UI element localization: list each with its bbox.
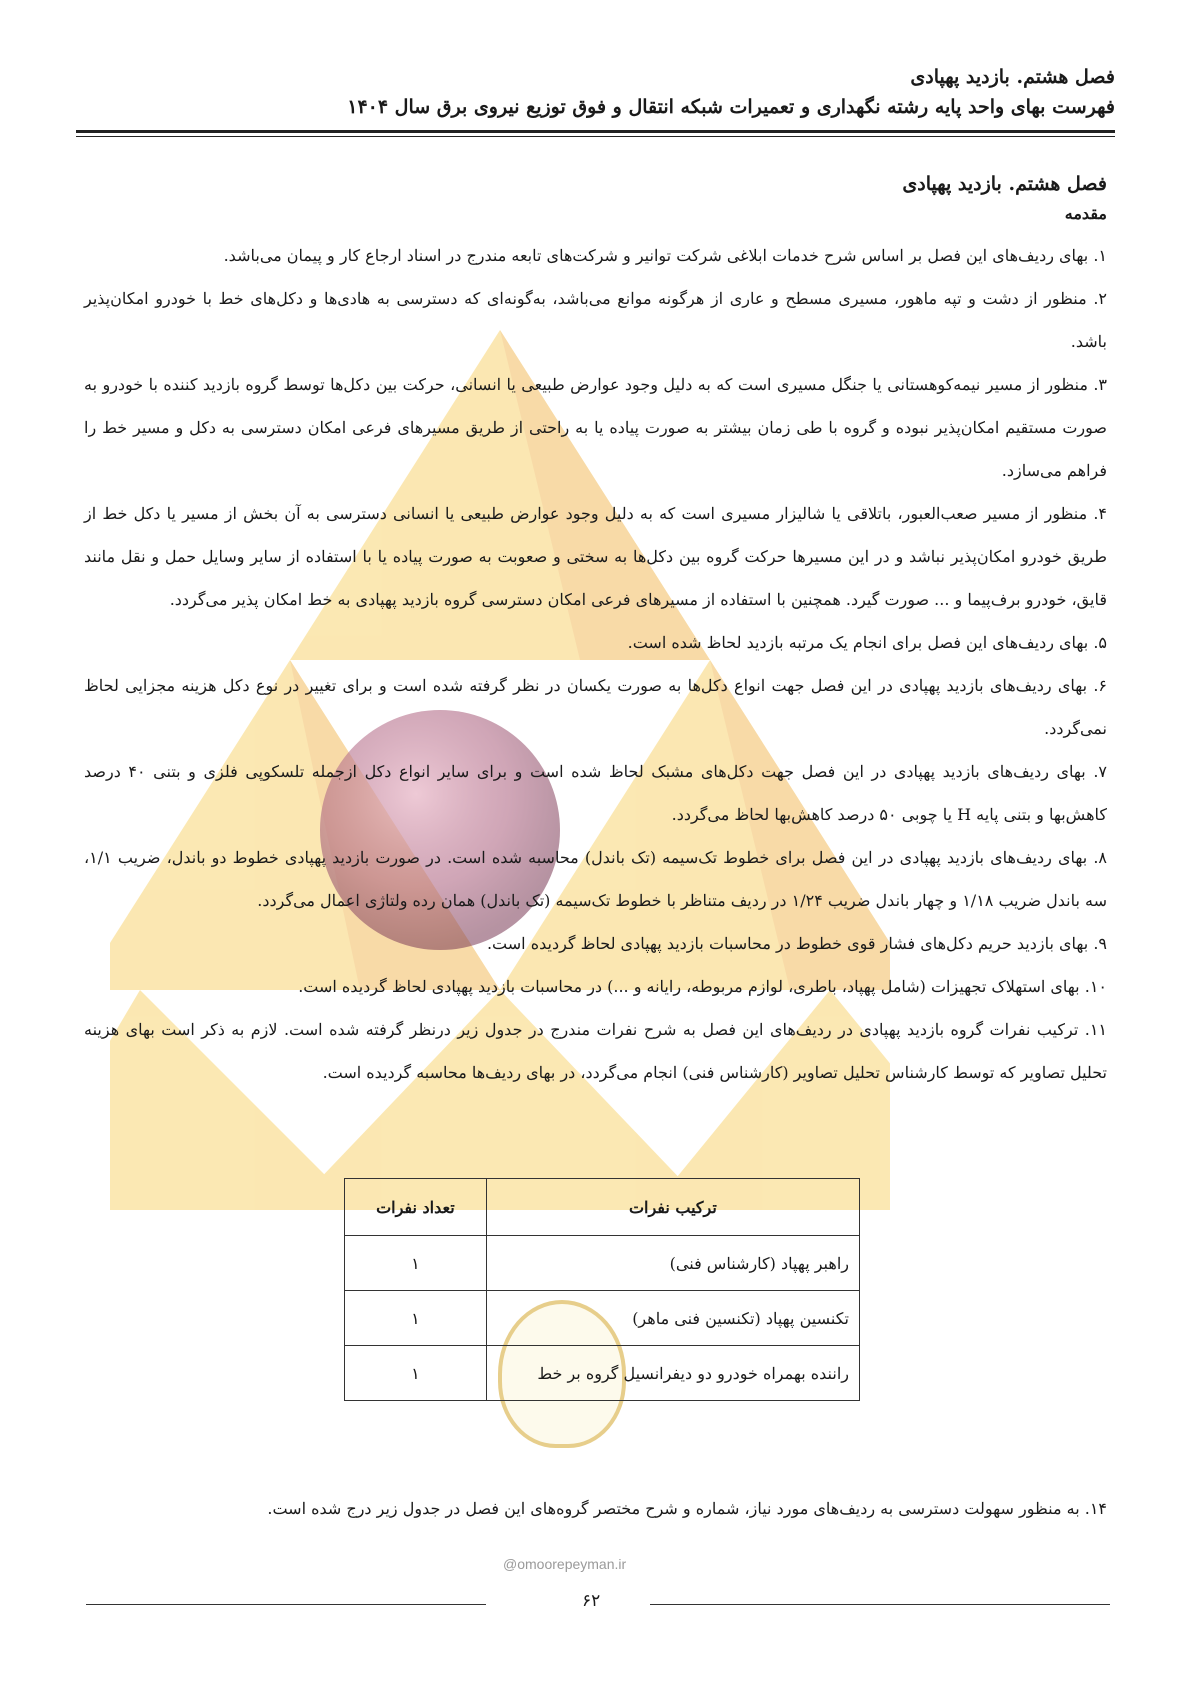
header-chapter-title: فصل هشتم. بازدید پهپادی [910, 66, 1115, 88]
header-divider-thick [76, 130, 1115, 133]
crew-composition-table [344, 1178, 860, 1401]
column-header-crew-composition: ترکیب نفرات [486, 1179, 859, 1236]
crew-role-cell: راهبر پهپاد (کارشناس فنی) [486, 1236, 859, 1291]
list-item: ۸. بهای ردیف‌های بازدید پهپادی در این فصل برای خطوط تک‌سیمه (تک باندل) محاسبه شده است. در صورت بازدید پهپادی خطوط دو باندل، ضریب ۱/۱، سه باندل ضریب ۱/۱۸ و چهار باندل ضریب ۱/۲۴ در ردیف متناظر با خطوط تک‌سیمه (تک باندل) همان رده ولتاژی اعمال می‌گردد. [84, 848, 1107, 910]
footer-divider-left [86, 1604, 486, 1605]
header-divider-thin [76, 136, 1115, 137]
intro-heading: مقدمه [1064, 204, 1107, 223]
at-icon: @ [503, 1556, 518, 1572]
section-title: فصل هشتم. بازدید پهپادی [902, 173, 1107, 195]
list-item: ۱. بهای ردیف‌های این فصل بر اساس شرح خدمات ابلاغی شرکت توانیر و شرکت‌های تابعه مندرج در اسناد ارجاع کار و پیمان می‌باشد. [223, 246, 1107, 265]
list-item: ۴. منظور از مسیر صعب‌العبور، باتلاقی یا شالیزار مسیری است که به دلیل وجود عوارض طبیعی یا انسانی دسترسی به آن بخش از مسیر یا دکل خط از طریق خودرو امکان‌پذیر نباشد و در این مسیرها حرکت گروه بین دکل‌ها به سختی و صعوبت به صورت پیاده یا با استفاده از سایر وسایل حمل و نقل مانند قایق، خودرو برف‌پیما و ... صورت گیرد. همچنین با استفاده از مسیرهای فرعی امکان دسترسی گروه بازدید پهپادی به خط امکان پذیر می‌گردد. [84, 504, 1108, 609]
list-item: ۶. بهای ردیف‌های بازدید پهپادی در این فصل جهت انواع دکل‌ها به صورت یکسان در نظر گرفته شده است و برای تغییر در نوع دکل هزینه مجزایی لحاظ نمی‌گردد. [84, 676, 1107, 738]
table-row [345, 1236, 860, 1291]
list-item: ۱۴. به منظور سهولت دسترسی به ردیف‌های مورد نیاز، شماره و شرح مختصر گروه‌های این فصل در جدول زیر درج شده است. [267, 1499, 1107, 1518]
table-row [345, 1346, 860, 1401]
list-item: ۱۱. ترکیب نفرات گروه بازدید پهپادی در ردیف‌های این فصل به شرح نفرات مندرج در جدول زیر درنظر گرفته شده است. لازم به ذکر است بهای هزینه تحلیل تصاویر که توسط کارشناس تحلیل تصاویر (کارشناس فنی) انجام می‌گردد، در بهای ردیف‌ها محاسبه گردیده است. [84, 1020, 1107, 1082]
list-item: ۷. بهای ردیف‌های بازدید پهپادی در این فصل جهت دکل‌های مشبک لحاظ شده است و برای سایر انواع دکل ازجمله تلسکوپی فلزی و بتنی ۴۰ درصد کاهش‌بها و بتنی پایه H یا چوبی ۵۰ درصد کاهش‌بها لحاظ می‌گردد. [84, 762, 1107, 824]
crew-count-cell: ۱ [345, 1236, 487, 1291]
watermark-site-label: omoorepeyman.ir [517, 1556, 627, 1572]
chapter-body [84, 168, 1107, 1094]
list-item: ۹. بهای بازدید حریم دکل‌های فشار قوی خطوط در محاسبات بازدید پهپادی لحاظ گردیده است. [486, 934, 1107, 953]
table-header-row [345, 1179, 860, 1236]
crew-count-cell: ۱ [345, 1346, 487, 1401]
list-item: ۲. منظور از دشت و تپه ماهور، مسیری مسطح و عاری از هرگونه موانع می‌باشد، به‌گونه‌ای که دسترسی به هادی‌ها و دکل‌های خط با خودرو امکان‌پذیر باشد. [84, 289, 1107, 351]
list-item: ۳. منظور از مسیر نیمه‌کوهستانی یا جنگل مسیری است که به دلیل وجود عوارض طبیعی یا انسانی، حرکت بین دکل‌ها توسط گروه بازدید کننده با خودرو به صورت مستقیم امکان‌پذیر نبوده و گروه با طی زمان بیشتر به صورت پیاده یا به راحتی از طریق مسیرهای فرعی امکان دسترسی به دکل و مسیر خط را فراهم می‌سازد. [84, 375, 1107, 480]
crew-count-cell: ۱ [345, 1291, 487, 1346]
watermark-site-text [503, 1556, 626, 1572]
header-document-title: فهرست بهای واحد پایه رشته نگهداری و تعمیرات شبکه انتقال و فوق توزیع نیروی برق سال ۱۴۰۴ [347, 96, 1115, 118]
list-item: ۱۰. بهای استهلاک تجهیزات (شامل پهپاد، باطری، لوازم مربوطه، رایانه و ...) در محاسبات بازدید پهپادی لحاظ گردیده است. [298, 977, 1107, 996]
page-header [76, 62, 1115, 122]
table-row [345, 1291, 860, 1346]
column-header-crew-count: تعداد نفرات [345, 1179, 487, 1236]
crew-role-cell: تکنسین پهپاد (تکنسین فنی ماهر) [486, 1291, 859, 1346]
footer-divider-right [650, 1604, 1110, 1605]
list-item: ۵. بهای ردیف‌های این فصل برای انجام یک مرتبه بازدید لحاظ شده است. [627, 633, 1107, 652]
page-number: ۶۲ [582, 1591, 601, 1611]
crew-role-cell: راننده بهمراه خودرو دو دیفرانسیل گروه بر خط [486, 1346, 859, 1401]
